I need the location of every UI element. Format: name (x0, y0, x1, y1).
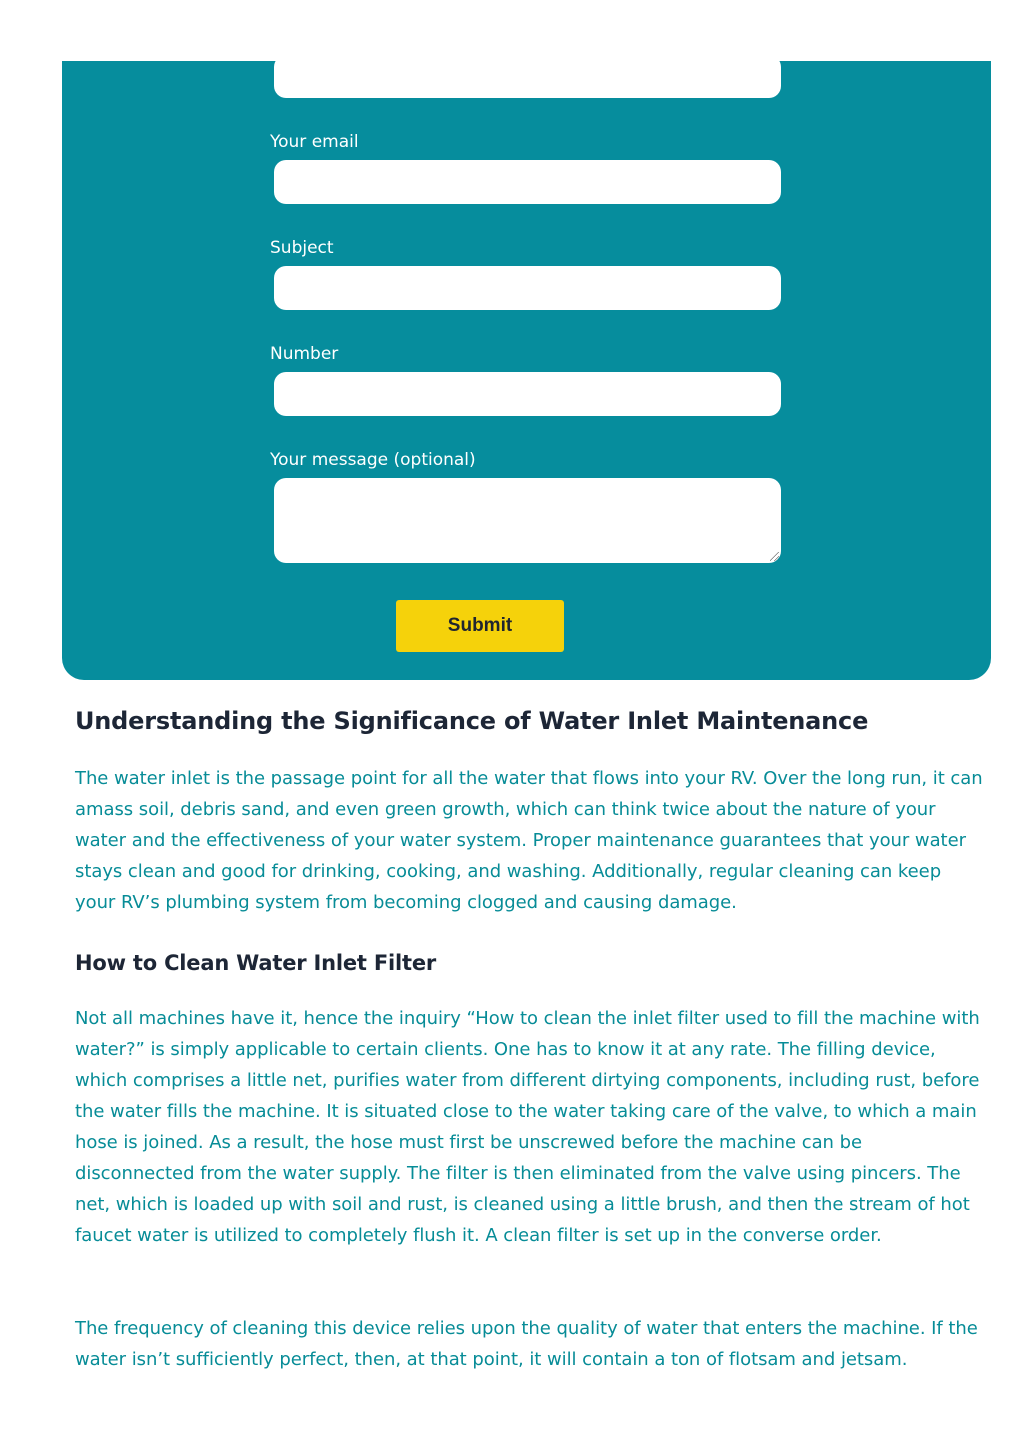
section-heading: How to Clean Water Inlet Filter (75, 951, 437, 975)
resize-grip-icon[interactable] (770, 552, 779, 561)
subject-label: Subject (270, 238, 334, 258)
article-heading: Understanding the Significance of Water Inlet Maintenance (75, 707, 869, 735)
body-paragraph-2: The frequency of cleaning this device relies upon the quality of water that enters the machine. If the water isn’t sufficiently perfect, then, at that point, it will contain a ton of flotsam and jetsam. (75, 1318, 978, 1370)
name-field[interactable] (274, 55, 781, 98)
number-field[interactable] (274, 372, 781, 416)
email-label: Your email (270, 132, 359, 152)
message-label: Your message (optional) (270, 450, 476, 470)
submit-button[interactable]: Submit (396, 600, 564, 652)
number-label: Number (270, 344, 339, 364)
message-textarea[interactable] (274, 478, 781, 563)
contact-form-panel (62, 61, 991, 680)
subject-field[interactable] (274, 266, 781, 310)
article-content (75, 700, 987, 1370)
body-paragraph-1: Not all machines have it, hence the inquiry “How to clean the inlet filter used to fill the machine with water?” is simply applicable to certain clients. One has to know it at any rate. The filling device, which comprises a little net, purifies water from different dirtying components, including rust, before the water fills the machine. It is situated close to the water taking care of the valve, to which a main hose is joined. As a result, the hose must first be unscrewed before the machine can be disconnected from the water supply. The filter is then eliminated from the valve using pincers. The net, which is loaded up with soil and rust, is cleaned using a little brush, and then the stream of hot faucet water is utilized to completely flush it. A clean filter is set up in the converse order. (75, 1008, 980, 1246)
intro-paragraph: The water inlet is the passage point for all the water that flows into your RV. Over the long run, it can amass soil, debris sand, and even green growth, which can think twice about the nature of your water and the effectiveness of your water system. Proper maintenance guarantees that your water stays clean and good for drinking, cooking, and washing. Additionally, regular cleaning can keep your RV’s plumbing system from becoming clogged and causing damage. (75, 768, 983, 913)
email-field[interactable] (274, 160, 781, 204)
